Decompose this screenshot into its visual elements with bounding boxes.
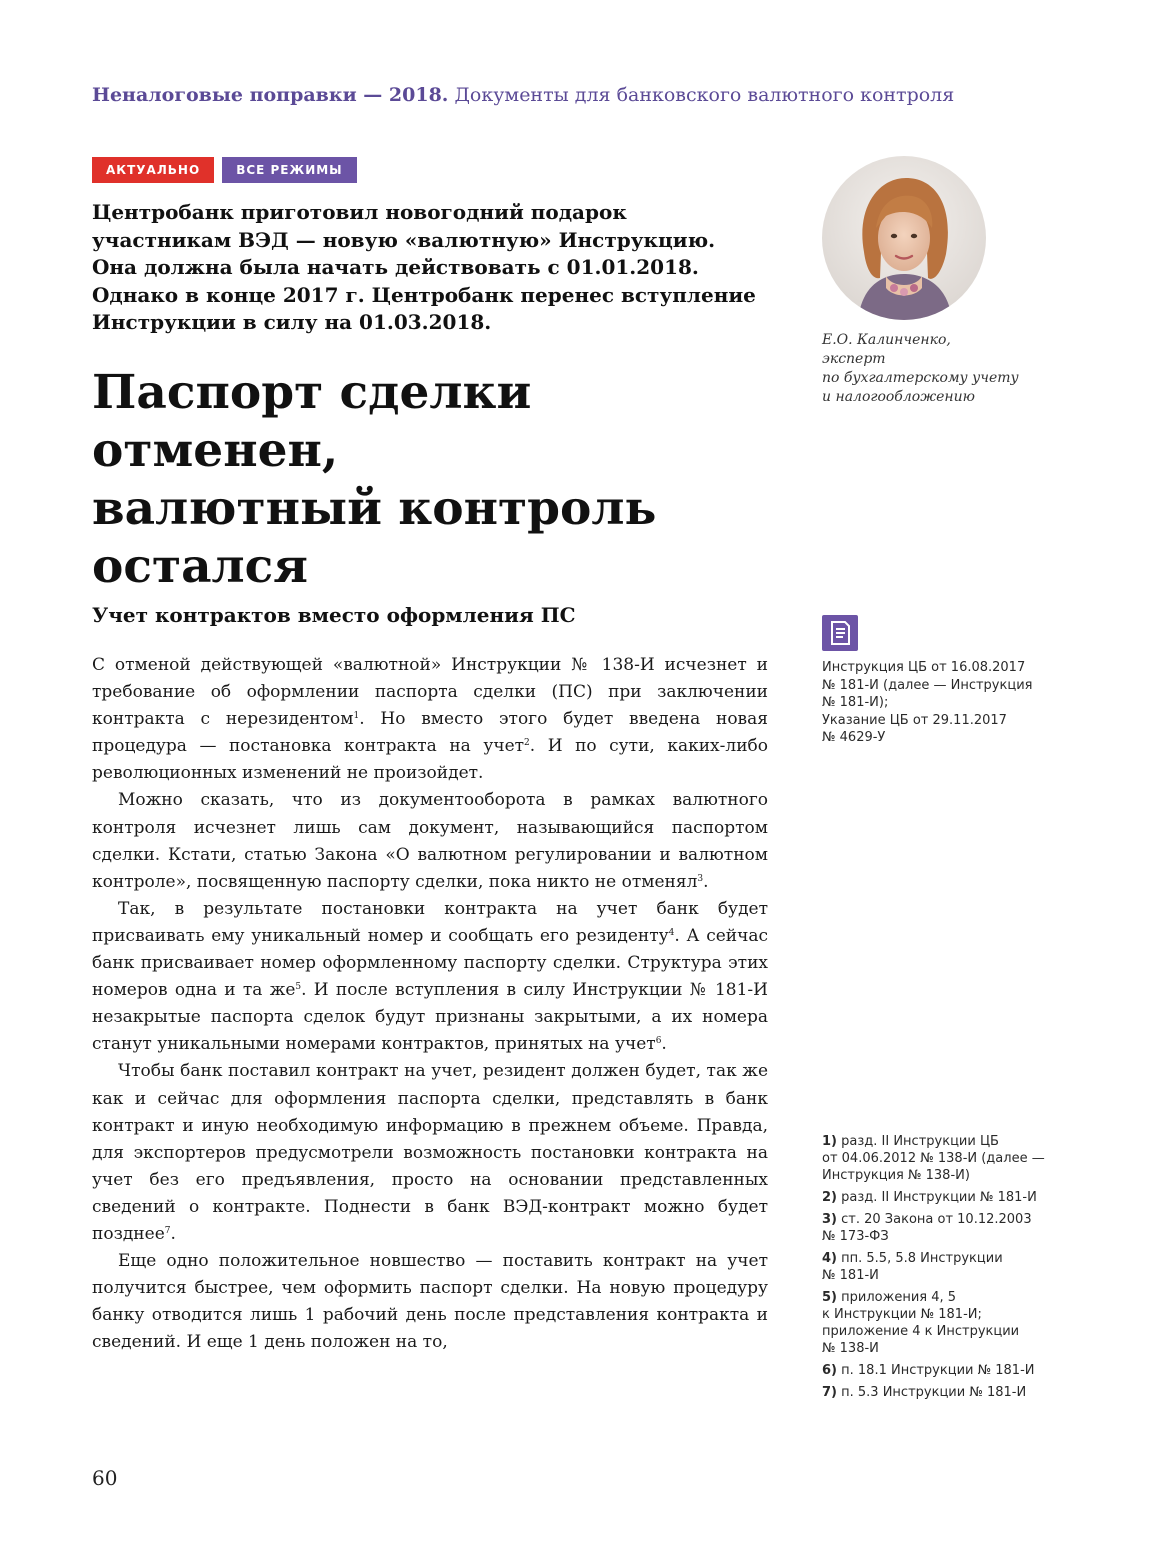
footnote-ref: 2 — [524, 738, 530, 749]
footnote-number: 2) — [822, 1190, 837, 1205]
page-number: 60 — [92, 1466, 118, 1490]
title-line: Паспорт сделки отменен, — [92, 365, 532, 478]
footnote-ref: 4 — [668, 927, 675, 938]
title-line: остался — [92, 539, 309, 594]
side-note-line: № 4629-У — [822, 730, 886, 745]
footnote-number: 5) — [822, 1290, 837, 1305]
tag-all-regimes: ВСЕ РЕЖИМЫ — [222, 157, 356, 183]
body-paragraph: Можно сказать, что из документооборота в рамках валютного контроля исчезнет лишь сам документ, называющийся паспортом сделки. Кстати, статью Закона «О валютном регулировании и валютном контроле», посвященную паспорту сделки, пока никто не отменял$^3$. — [92, 790, 768, 892]
title-line: валютный контроль — [92, 481, 657, 536]
lead-line: Однако в конце 2017 г. Центробанк перенес вступление — [92, 282, 756, 307]
lead-line: Инструкции в силу на 01.03.2018. — [92, 310, 492, 334]
footnote-item: 3) ст. 20 Закона от 10.12.2003 № 173-ФЗ — [822, 1212, 1032, 1244]
footnote-ref: 6 — [655, 1036, 662, 1047]
body-paragraph: С отменой действующей «валютной» Инструкции № 138-И исчезнет и требование об оформлении паспорта сделки (ПС) при заключении контракта с нерезидентом$^1$. Но вместо этого будет введена новая процедура — постановка контракта на учет$^2$. И по сути, каких-либо революционных изменений не произойдет. — [92, 655, 768, 784]
author-caption — [822, 331, 1052, 407]
sidebar-reference — [822, 659, 1062, 747]
footnote-item: 6) п. 18.1 Инструкции № 181-И — [822, 1363, 1035, 1378]
footnote-item: 4) пп. 5.5, 5.8 Инструкции № 181-И — [822, 1251, 1003, 1283]
side-note-line: № 181-И); — [822, 695, 889, 710]
author-role: эксперт — [822, 351, 886, 367]
article-body — [92, 652, 768, 1356]
footnote-number: 6) — [822, 1363, 837, 1378]
footnote-number: 7) — [822, 1385, 837, 1400]
footnote-number: 1) — [822, 1134, 837, 1149]
footnote-number: 4) — [822, 1251, 837, 1266]
footnote-item: 1) разд. II Инструкции ЦБ от 04.06.2012 № 138-И (далее — Инструкция № 138-И) — [822, 1134, 1045, 1183]
footnote-item: 5) приложения 4, 5 к Инструкции № 181-И; приложение 4 к Инструкции № 138-И — [822, 1290, 1020, 1356]
author-name: Е.О. Калинченко, — [822, 332, 951, 348]
lead-line: Она должна была начать действовать с 01.01.2018. — [92, 255, 699, 279]
author-role: и налогообложению — [822, 389, 975, 405]
document-icon — [822, 615, 858, 651]
side-note-line: Указание ЦБ от 29.11.2017 — [822, 712, 1007, 728]
footnote-ref: 7 — [164, 1225, 171, 1236]
footnote-ref: 3 — [697, 873, 704, 884]
lead-line: участникам ВЭД — новую «валютную» Инструкцию. — [92, 227, 716, 252]
running-head-topic: Документы для банковского валютного контроля — [454, 84, 955, 106]
section-heading: Учет контрактов вместо оформления ПС — [92, 603, 576, 627]
footnote-number: 3) — [822, 1212, 837, 1227]
lead-paragraph — [92, 199, 772, 337]
footnote-item: 2) разд. II Инструкции № 181-И — [822, 1190, 1037, 1205]
body-paragraph: Чтобы банк поставил контракт на учет, резидент должен будет, так же как и сейчас для оформления паспорта сделки, представлять в банк контракт и иную необходимую информацию в прежнем объеме. Правда, для экспортеров предусмотрели возможность постановки контракта на учет без его предъявления, просто на основании представленных сведений о контракте. Поднести в банк ВЭД-контракт можно будет позднее$^7$. — [92, 1061, 768, 1244]
author-photo — [822, 156, 986, 320]
side-note-line: Инструкция ЦБ от 16.08.2017 — [822, 660, 1026, 675]
running-head-section: Неналоговые поправки — 2018. — [92, 84, 449, 106]
tag-actual: АКТУАЛЬНО — [92, 157, 214, 183]
body-paragraph: Еще одно положительное новшество — поставить контракт на учет получится быстрее, чем оформить паспорт сделки. На новую процедуру банку отводится лишь 1 рабочий день после представления контракта и сведений. И еще 1 день положен на то, — [92, 1251, 768, 1353]
footnote-ref: 1 — [353, 711, 360, 722]
tags — [92, 157, 357, 183]
running-head — [92, 84, 1072, 106]
footnote-item: 7) п. 5.3 Инструкции № 181-И — [822, 1385, 1027, 1400]
side-note-line: № 181-И (далее — Инструкция — [822, 677, 1033, 693]
body-paragraph: Так, в результате постановки контракта на учет банк будет присваивать ему уникальный номер и сообщать его резиденту$^4$. А сейчас банк присваивает номер оформленному паспорту сделки. Структура этих номеров одна и та $же^5$. И после вступления в силу Инструкции № 181-И незакрытые паспорта сделок будут признаны закрытыми, а их номера станут уникальными номерами контрактов, принятых на учет$^6$. — [92, 898, 768, 1055]
article-title — [92, 364, 792, 596]
author-role: по бухгалтерскому учету — [822, 370, 1019, 386]
lead-line: Центробанк приготовил новогодний подарок — [92, 200, 627, 224]
footnote-ref: 5 — [295, 982, 302, 993]
footnotes — [822, 1133, 1072, 1406]
